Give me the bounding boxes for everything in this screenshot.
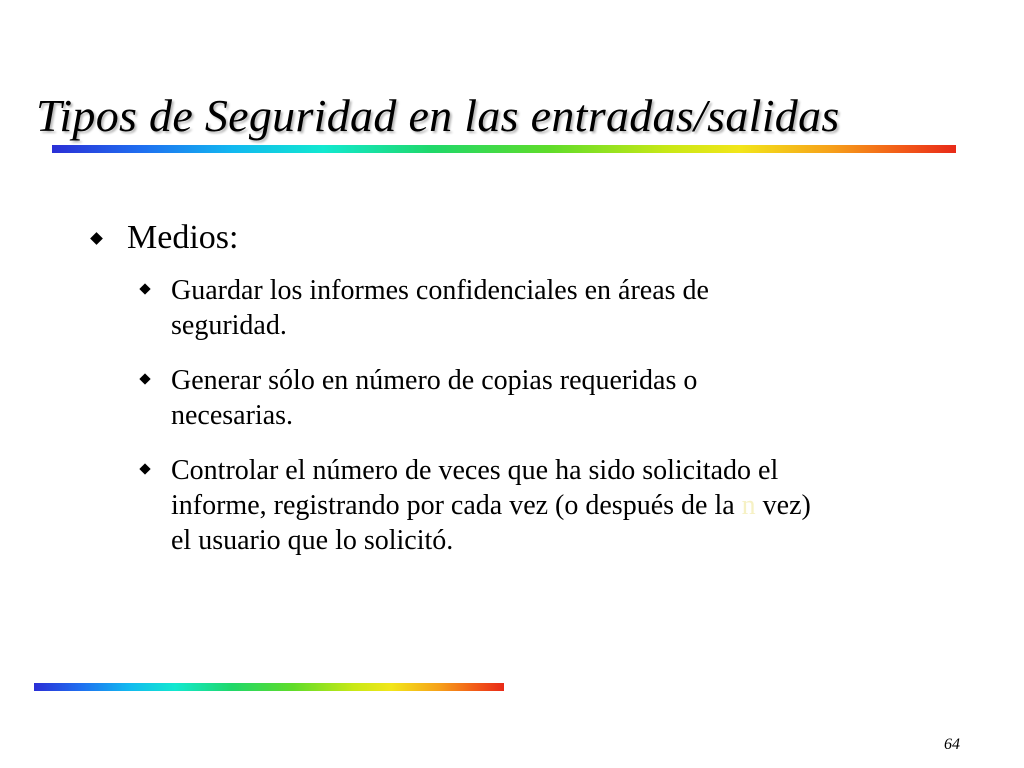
diamond-bullet-icon: [139, 463, 150, 474]
list-item-text: vez): [755, 490, 811, 521]
list-item: [171, 273, 971, 343]
diamond-bullet-icon: [139, 283, 150, 294]
footer-rainbow-rule: [34, 683, 504, 691]
list-item: [171, 363, 971, 433]
list-item-line: Guardar los informes confidenciales en áreas de: [171, 275, 709, 306]
list-item-line: el usuario que lo solicitó.: [171, 525, 454, 556]
list-item-line: Generar sólo en número de copias requeridas o: [171, 365, 698, 396]
list-item-text: informe, registrando por cada vez (o después de la: [171, 490, 742, 521]
list-item-line: [171, 488, 971, 523]
page-number: 64: [944, 736, 960, 753]
list-item: [171, 453, 971, 558]
list-item-line: necesarias.: [171, 400, 294, 431]
diamond-bullet-icon: [90, 232, 103, 245]
slide-title: Tipos de Seguridad en las entradas/salidas: [36, 90, 840, 141]
bullet-medios: Medios:: [127, 219, 239, 256]
faded-n-mark: n: [741, 490, 756, 521]
list-item-line: seguridad.: [171, 310, 287, 341]
list-item-line: Controlar el número de veces que ha sido solicitado el: [171, 455, 779, 486]
diamond-bullet-icon: [139, 373, 150, 384]
title-rainbow-rule: [52, 145, 956, 153]
